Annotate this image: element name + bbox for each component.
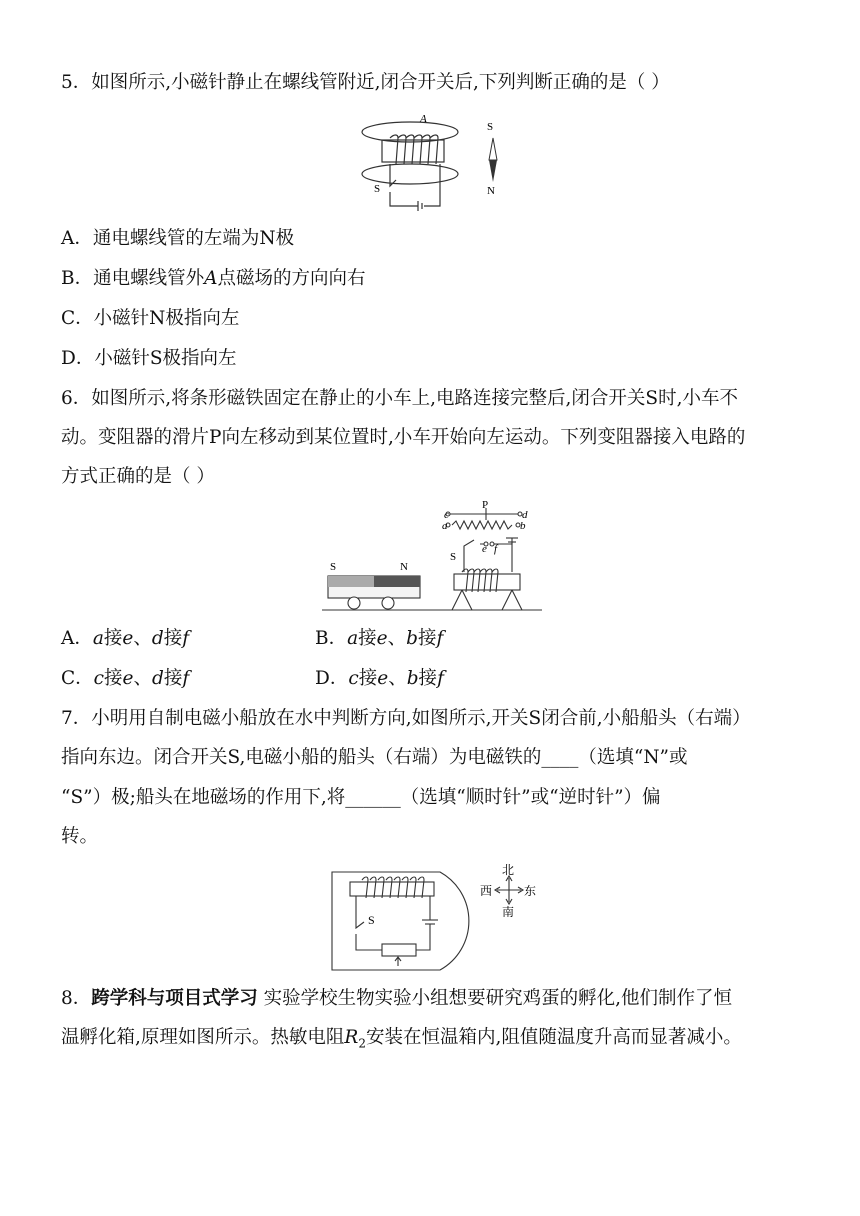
q5-option-a: A．通电螺线管的左端为N极: [61, 228, 295, 249]
q7-label-south: 南: [502, 905, 515, 919]
q6-car-figure: [322, 500, 544, 615]
q6-stem-line-1: 6．如图所示,将条形磁铁固定在静止的小车上,电路连接完整后,闭合开关S时,小车不: [61, 388, 738, 409]
q7-stem-line-2: 指向东边。闭合开关S,电磁小船的船头（右端）为电磁铁的____（选填“N”或: [61, 747, 688, 768]
q6-option-b: B．a接e、b接f: [315, 628, 444, 649]
q5-solenoid-figure: [360, 108, 510, 214]
q7-label-east: 东: [524, 884, 537, 898]
q5-label-needle-s: S: [487, 121, 494, 133]
q6-label-switch: S: [450, 551, 457, 563]
q7-label-north: 北: [502, 863, 515, 877]
q8-line-1: 8．跨学科与项目式学习 实验学校生物实验小组想要研究鸡蛋的孵化,他们制作了恒: [61, 988, 733, 1009]
q5-option-d: D．小磁针S极指向左: [61, 348, 237, 369]
q6-stem-line-2: 动。变阻器的滑片P向左移动到某位置时,小车开始向左运动。下列变阻器接入电路的: [61, 427, 746, 448]
q7-stem-line-1: 7．小明用自制电磁小船放在水中判断方向,如图所示,开关S闭合前,小船船头（右端）: [61, 708, 751, 729]
q8-topic: 跨学科与项目式学习: [91, 988, 258, 1009]
q6-label-magnet-s: S: [330, 561, 337, 573]
q7-stem-line-4: 转。: [61, 826, 99, 847]
q6-label-c: c: [444, 509, 449, 521]
q5-stem: 5．如图所示,小磁针静止在螺线管附近,闭合开关后,下列判断正确的是（ ）: [61, 72, 670, 93]
q5-option-c: C．小磁针N极指向左: [61, 308, 240, 329]
q7-label-switch: S: [368, 913, 375, 927]
q6-label-d: d: [522, 509, 528, 521]
q6-label-e: e: [482, 543, 487, 555]
q6-option-d: D．c接e、b接f: [315, 668, 444, 689]
q7-boat-figure: [330, 858, 540, 974]
q6-label-magnet-n: N: [400, 561, 408, 573]
q6-option-a: A．a接e、d接f: [61, 628, 190, 649]
q7-label-west: 西: [480, 884, 493, 898]
q6-label-a: a: [442, 520, 448, 532]
q5-label-a: A: [420, 113, 427, 125]
q5-label-needle-n: N: [487, 185, 495, 197]
q6-label-p: P: [482, 500, 489, 511]
q7-stem-line-3: “S”）极;船头在地磁场的作用下,将______（选填“顺时针”或“逆时针”）偏: [61, 787, 661, 808]
q6-stem-line-3: 方式正确的是（ ）: [61, 466, 215, 487]
q5-label-switch: S: [374, 183, 381, 195]
q5-option-b: B．通电螺线管外A点磁场的方向向右: [61, 268, 366, 289]
q6-option-c: C．c接e、d接f: [61, 668, 190, 689]
q8-line-2: 温孵化箱,原理如图所示。热敏电阻$R_2$安装在恒温箱内,阻值随温度升高而显著减小。: [61, 1027, 742, 1051]
q6-label-b: b: [520, 520, 526, 532]
q6-label-f: f: [494, 543, 498, 555]
